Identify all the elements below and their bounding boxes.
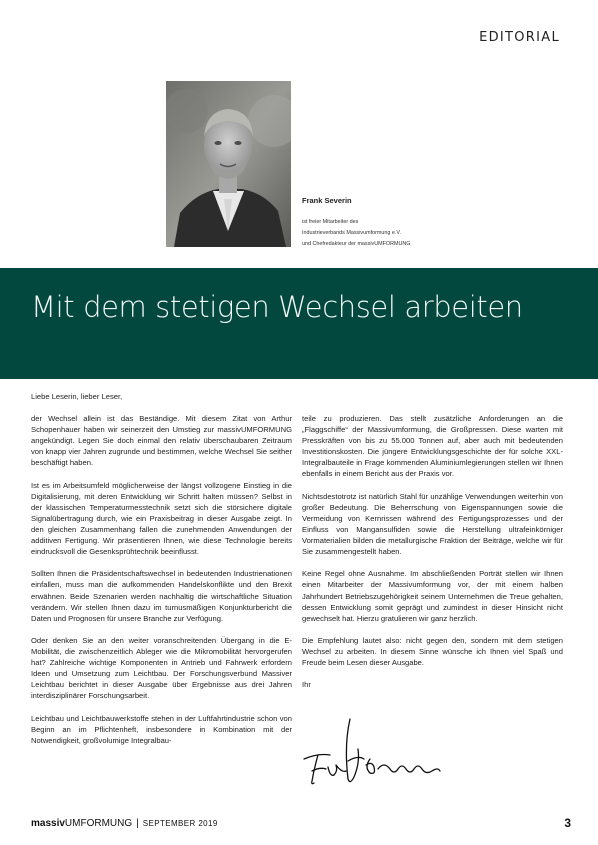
- author-portrait: [166, 81, 291, 247]
- author-role: [302, 217, 502, 250]
- paragraph: Die Empfehlung lautet also: nicht gegen den, sondern mit dem stetigen Wechsel zu arbeiten. In diesem Sinne wünsche ich Ihnen viel Spaß und Freude beim Lesen dieser Ausgabe.: [302, 635, 563, 668]
- section-label: EDITORIAL: [479, 30, 560, 45]
- article-title: Mit dem stetigen Wechsel arbeiten: [31, 290, 523, 324]
- paragraph: Oder denken Sie an den weiter voranschreitenden Übergang in die E-Mobilität, die zwischenzeitlich Ableger wie die Mikromobilität hervorgerufen hat? Zahlreiche wichtige Komponenten in Antrieb und Fahrwerk erfordern Ideen und Umsetzung zum Leichtbau. Der Forschungsverbund Massiver Leichtbau berichtet in dieser Ausgabe über Ergebnisse aus drei Jahren interdisziplinärer Forschungsarbeit.: [31, 635, 292, 701]
- brand-name-rest: UMFORMUNG: [64, 818, 133, 829]
- handwritten-signature: [300, 715, 445, 790]
- right-column: [302, 413, 563, 701]
- paragraph: Nichtsdestotrotz ist natürlich Stahl für unzählige Verwendungen weiterhin von großer Bedeutung. Die Beherrschung von Eigenspannungen sowie die Vermeidung von Kernrissen während des Fertigungsprozesses und der Einfluss von Mangansulfiden sowie die Herstellung ultrafeinkörniger Vormaterialien bilden die metallurgische Fraktion der Beiträge, welche wir für Sie zusammengestellt haben.: [302, 491, 563, 557]
- greeting: Liebe Leserin, lieber Leser,: [31, 392, 123, 401]
- paragraph: teile zu produzieren. Das stellt zusätzliche Anforderungen an die „Flaggschiffe“ der Massivumformung, die Großpressen. Diese warten mit Presskräften von bis zu 55.000 Tonnen auf, aber auch mit bedeutenden Investitionskosten. Die jüngere Entwicklungsgeschichte der für solche XXL-Integralbauteile in Frage kommenden Aluminiumlegierungen stellen wir Ihnen ebenfalls in einem Bericht aus der Praxis vor.: [302, 414, 563, 479]
- paragraph: der Wechsel allein ist das Beständige. Mit diesem Zitat von Arthur Schopenhauer haben wir seinerzeit den Umstieg zur massivUMFORMUNG angekündigt. Legen Sie doch einmal den relativ überschaubaren Zeitraum von knapp vier Jahren zugrunde und bestimmen, welche Wechsel Sie seither beschäftigt haben.: [31, 414, 292, 468]
- sign-off: Ihr: [302, 680, 311, 690]
- author-role-line: ist freier Mitarbeiter des: [302, 219, 359, 225]
- author-name: Frank Severin: [302, 196, 352, 205]
- paragraph: Keine Regel ohne Ausnahme. Im abschließenden Porträt stellen wir Ihnen einen Mitarbeiter der Massivumformung vor, der mit einem halben Jahrhundert Betriebszugehörigkeit seinem Unternehmen die Treue gehalten, dessen Entwicklung somit geprägt und zumindest in dieser Hinsicht nicht gewechselt hat. Hierzu gratulieren wir ganz herzlich.: [302, 569, 563, 623]
- footer-brand: [31, 818, 218, 829]
- page-number: 3: [564, 816, 571, 830]
- paragraph: Leichtbau und Leichtbauwerkstoffe stehen in der Luftfahrtindustrie schon von Beginn an im Pflichtenheft, insbesondere in Kombination mit der Notwendigkeit, großvolumige Integralbau-: [31, 713, 292, 745]
- issue-date: SEPTEMBER 2019: [142, 819, 218, 828]
- left-column: [31, 413, 292, 757]
- footer-separator: |: [136, 818, 139, 829]
- paragraph: Ist es im Arbeitsumfeld möglicherweise der längst vollzogene Einstieg in die Digitalisierung, mit deren Entwicklung wir Schritt halten müssen? Selbst in der klassischen Temperaturmesstechnik setzt sich die störsichere digitale Signalübertragung durch, wie ein Praxisbeitrag in dieser Ausgabe zeigt. In den gleichen Zusammenhang fallen die zunehmenden Anwendungen der additiven Fertigung. Wir präsentieren Ihnen, wie diese Technologie bereits eindrucksvoll die Gesenksprühtechnik beeinflusst.: [31, 480, 292, 557]
- brand-name-bold: massiv: [31, 818, 65, 829]
- author-role-line: und Chefredakteur der massivUMFORMUNG: [302, 241, 411, 247]
- paragraph: Sollten Ihnen die Präsidentschaftswechsel in bedeutenden Industrienationen einfallen, muss man die aufkommenden Handelskonflikte und den Brexit erwähnen. Beide Szenarien werden nachhaltig die wirtschaftliche Situation verändern. Wir stellen Ihnen dazu im turnusmäßigen Konjunkturbericht die Daten und Prognosen für unsere Branche zur Verfügung.: [31, 569, 292, 623]
- author-role-line: Industrieverbands Massivumformung e.V.: [302, 230, 401, 236]
